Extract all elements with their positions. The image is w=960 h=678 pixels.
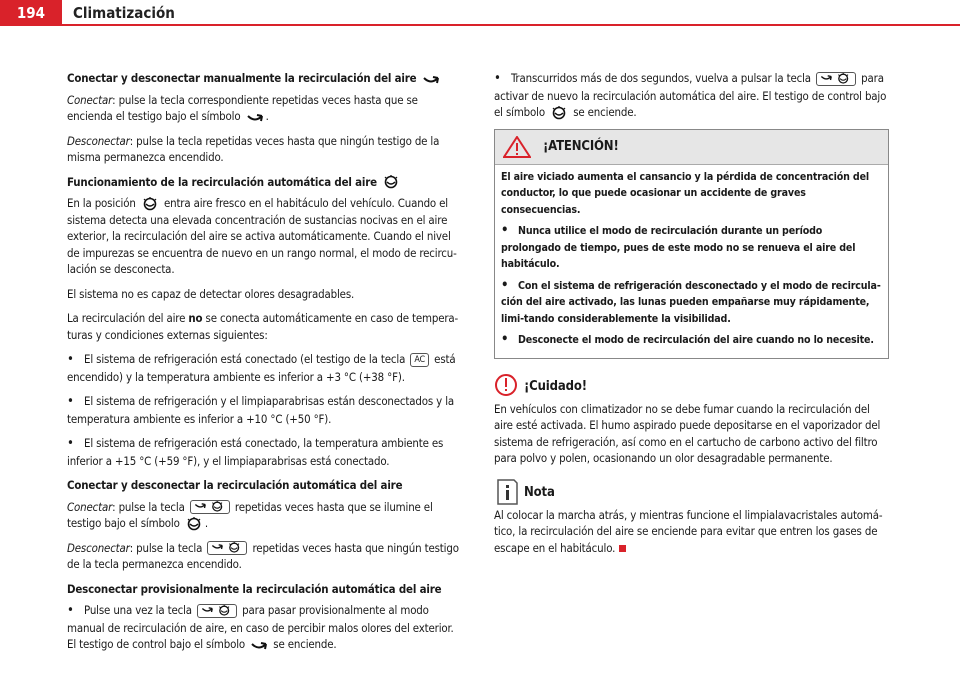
warning-box (494, 129, 889, 359)
recirculation-icon (246, 111, 264, 123)
auto-recirculation-icon (141, 197, 159, 211)
recirculation-icon (422, 73, 440, 85)
header-divider (62, 24, 960, 26)
right-column (494, 70, 889, 564)
section-heading-connect-auto: Conectar y desconectar la recirculación automática del aire (67, 478, 403, 492)
recirculation-key-icon (816, 72, 856, 86)
note-title: Nota (524, 484, 555, 500)
note-text: Al colocar la marcha atrás, y mientras funcione el limpialavacristales automá-tico, la recirculación del aire se enciende para evitar que entren los gases de escape en el habitáculo. (494, 507, 883, 555)
left-column (67, 70, 462, 661)
paragraph: El sistema no es capaz de detectar olores desagradables. (67, 286, 355, 301)
note-header (494, 479, 889, 505)
page-number: 194 (0, 0, 62, 26)
ac-key: AC (410, 353, 429, 367)
caution-icon (494, 373, 518, 397)
paragraph: Desconectar: pulse la tecla repetidas veces hasta que ningún testigo de la tecla permanezca encendido. (67, 540, 459, 571)
paragraph: La recirculación del aire no se conecta automáticamente en caso de tempera-turas y condiciones externas siguientes: (67, 311, 459, 342)
warning-item: • Desconecte el modo de recirculación del aire cuando no lo necesite. (501, 332, 874, 347)
recirculation-key-icon (197, 604, 237, 618)
list-item: • El sistema de refrigeración está conectado (el testigo de la tecla AC está encendido) y la temperatura ambiente es inferior a +3 °C (+38 °F). (67, 352, 456, 384)
page-header (0, 0, 960, 26)
warning-title: ¡ATENCIÓN! (543, 138, 619, 154)
list-item: • Pulse una vez la tecla para pasar provisionalmente al modo manual de recirculación de aire, en caso de percibir malos olores del exterior. El testigo de control bajo el símbolo se enciende. (67, 603, 454, 651)
end-of-section-mark (619, 545, 626, 552)
paragraph: Desconectar: pulse la tecla repetidas veces hasta que ningún testigo de la misma permanezca encendido. (67, 133, 440, 164)
recirculation-key-icon (207, 541, 247, 555)
paragraph: Conectar: pulse la tecla repetidas veces hasta que se ilumine el testigo bajo el símbolo . (67, 499, 433, 530)
warning-body (495, 165, 888, 358)
auto-recirculation-icon (382, 175, 400, 189)
list-item: • El sistema de refrigeración y el limpiaparabrisas están desconectados y la temperatura ambiente es inferior a +10 °C (+50 °F). (67, 394, 455, 426)
caution-title: ¡Cuidado! (524, 378, 587, 394)
list-item: • Transcurridos más de dos segundos, vuelva a pulsar la tecla para activar de nuevo la recirculación automática del aire. El testigo de control bajo el símbolo se enciende. (494, 71, 887, 119)
paragraph: En la posición entra aire fresco en el habitáculo del vehículo. Cuando el sistema detecta una elevada concentración de sustancias nocivas en el aire exterior, la recirculación del aire se activa automáticamente. Cuando el nivel de impurezas se encuentra de nuevo en un rango normal, el modo de recircu-lación se desconecta. (67, 196, 457, 276)
caution-header (494, 373, 889, 399)
warning-item: • Nunca utilice el modo de recirculación durante un período prolongado de tiempo, pues de este modo no se renueva el aire del habitáculo. (501, 223, 856, 270)
recirculation-key-icon (190, 500, 230, 514)
warning-triangle-icon (503, 136, 531, 158)
list-item: • El sistema de refrigeración está conectado, la temperatura ambiente es inferior a +15 °C (+59 °F), y el limpiaparabrisas está conectado. (67, 436, 444, 468)
page-title: Climatización (73, 4, 175, 22)
warning-item: • Con el sistema de refrigeración desconectado y el modo de recircula-ción del aire activado, las lunas pueden empañarse muy rápidamente, limi-tando considerablemente la visibilidad. (501, 277, 881, 325)
warning-text: El aire viciado aumenta el cansancio y la pérdida de concentración del conductor, lo que puede ocasionar un accidente de graves consecuencias. (501, 170, 870, 216)
auto-recirculation-icon (550, 106, 568, 120)
section-heading-auto: Funcionamiento de la recirculación automática del aire (67, 174, 462, 191)
section-heading-temporary: Desconectar provisionalmente la recirculación automática del aire (67, 581, 442, 596)
paragraph: Conectar: pulse la tecla correspondiente repetidas veces hasta que se encienda el testigo bajo el símbolo . (67, 92, 418, 123)
warning-header (495, 130, 888, 165)
section-heading-manual: Conectar y desconectar manualmente la recirculación del aire (67, 70, 462, 87)
info-icon (494, 479, 518, 505)
caution-text: En vehículos con climatizador no se debe fumar cuando la recirculación del aire esté activada. El humo aspirado puede depositarse en el vaporizador del sistema de refrigeración, así como en el cartucho de carbono activo del filtro para polvo y polen, ocasionando un olor desagradable permanente. (494, 401, 881, 465)
recirculation-icon (250, 639, 268, 651)
auto-recirculation-icon (185, 517, 203, 531)
